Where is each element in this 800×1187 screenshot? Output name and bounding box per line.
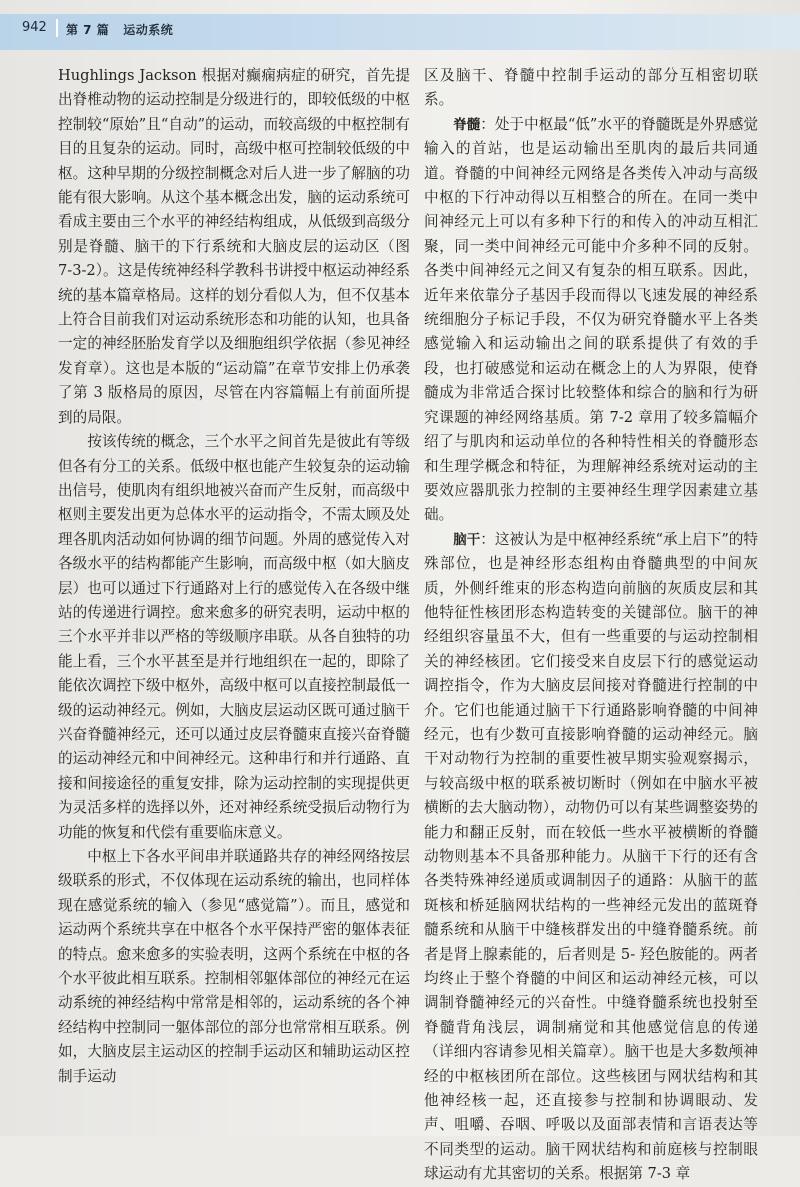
header-divider (56, 19, 58, 37)
brainstem-text: ：这被认为是中枢神经系统“承上启下”的特殊部位，也是神经形态组构由脊髓典型的中间灰质，外侧纤维束的形态构造向前脑的灰质皮层和其他特征性核团形态构造转变的关键部位。脑干的神经组织容量虽不大，但有一些重要的与运动控制相关的神经核团。它们接受来自皮层下行的感觉运动调控指令，作为大脑皮层间接对脊髓进行控制的中介。它们也能通过脑干下行通路影响脊髓的中间神经元，也有少数可直接影响脊髓的运动神经元。脑干对动物行为控制的重要性被早期实验观察揭示，与较高级中枢的联系被切断时（例如在中脑水平被横断的去大脑动物），动物仍可以有某些调整姿势的能力和翻正反射，而在较低一些水平被横断的脊髓动物则基本不具备那种能力。从脑干下行的还有含各类特殊神经递质或调制因子的通路：从脑干的蓝斑核和桥延脑网状结构的一些神经元发出的蓝斑脊髓系统和从脑干中缝核群发出的中缝脊髓系统。前者是肾上腺素能的，后者则是 5- 羟色胺能的。两者均终止于整个脊髓的中间区和运动神经元核，可以调制脊髓神经元的兴奋性。中缝脊髓系统也投射至脊髓背角浅层，调制痛觉和其他感觉信息的传递（详细内容请参见相关篇章）。脑干也是大多数颅神经的中枢核团所在部位。这些核团与网状结构和其他神经核一起，还直接参与控制和协调眼动、发声、咀嚼、吞咽、呼吸以及面部表情和言语表达等不同类型的运动。脑干网状结构和前庭核与控制眼球运动有尤其密切的关系。根据第 7-3 章 (424, 530, 758, 1183)
paragraph-continuation: 区及脑干、脊髓中控制手运动的部分互相密切联系。 (424, 67, 758, 109)
paragraph-traditional-concept: 按该传统的概念，三个水平之间首先是彼此有等级但各有分工的关系。低级中枢也能产生较复杂的运动输出信号，使肌肉有组织地被兴奋而产生反射，而高级中枢则主要发出更为总体水平的运动指令，不需太顾及处理各肌肉活动如何协调的细节问题。外周的感觉传入对各级水平的结构都能产生影响，而高级中枢（如大脑皮层）也可以通过下行通路对上行的感觉传入在各级中继站的传递进行调控。愈来愈多的研究表明，运动中枢的三个水平并非以严格的等级顺序串联。从各自独特的功能上看，三个水平甚至是并行地组织在一起的，即除了能依次调控下级中枢外，高级中枢可以直接控制最低一级的运动神经元。例如，大脑皮层运动区既可通过脑干兴奋脊髓神经元，还可以通过皮层脊髓束直接兴奋脊髓的运动神经元和中间神经元。这种串行和并行通路、直接和间接途径的重复安排，除为运动控制的实现提供更为灵活多样的选择以外，还对神经系统受损后动物行为功能的恢复和代偿有重要临床意义。 (58, 433, 410, 841)
paragraph-brainstem (424, 528, 758, 1187)
left-column (58, 64, 410, 1089)
paragraph-jackson: Hughlings Jackson 根据对癫痫病症的研究，首先提出脊椎动物的运动控制是分级进行的，即较低级的中枢控制较“原始”且“自动”的运动，而较高级的中枢控制有目的且复杂的运动。同时，高级中枢可控制较低级的中枢。这种早期的分级控制概念对后人进一步了解脑的功能有很大影响。从这个基本概念出发，脑的运动系统可看成主要由三个水平的神经结构组成，从低级到高级分别是脊髓、脑干的下行系统和大脑皮层的运动区（图 7-3-2）。这是传统神经科学教科书讲授中枢运动神经系统的基本篇章格局。这样的划分看似人为，但不仅基本上符合目前我们对运动系统形态和功能的认知，也具备一定的神经胚胎发育学以及细胞组织学依据（参见神经发育章）。这也是本版的“运动篇”在章节安排上仍承袭了第 3 版格局的原因，尽管在内容篇幅上有前面所提到的局限。 (58, 67, 410, 426)
spinal-cord-text: ：处于中枢最“低”水平的脊髓既是外界感觉输入的首站，也是运动输出至肌肉的最后共同通道。脊髓的中间神经元网络是各类传入冲动与高级中枢的下行冲动得以互相整合的所在。在同一类中间神经元上可以有多种下行的和传入的冲动互相汇聚，同一类中间神经元可能中介多种不同的反射。各类中间神经元之间又有复杂的相互联系。因此，近年来依靠分子基因手段而得以飞速发展的神经系统细胞分子标记手段，不仅为研究脊髓水平上各类感觉输入和运动输出之间的联系提供了有效的手段，也打破感觉和运动在概念上的人为界限，使脊髓成为非常适合探讨比较整体和综合的脑和行为研究课题的神经网络基质。第 7-2 章用了较多篇幅介绍了与肌肉和运动单位的各种特性相关的脊髓形态和生理学概念和特征，为理解神经系统对运动的主要效应器肌张力控制的主要神经生理学因素建立基础。 (424, 115, 758, 524)
page-number: 942 (22, 20, 47, 35)
running-header-title (66, 21, 187, 38)
paragraph-spinal-cord (424, 113, 758, 528)
part-label: 第 7 篇 (66, 23, 110, 37)
heading-spinal-cord: 脊髓 (453, 116, 481, 133)
heading-brainstem: 脑干 (453, 531, 481, 548)
part-title: 运动系统 (123, 23, 174, 37)
paragraph-network-hierarchy: 中枢上下各水平间串并联通路共存的神经网络按层级联系的形式，不仅体现在运动系统的输出，也同样体现在感觉系统的输入（参见“感觉篇”）。而且，感觉和运动两个系统共享在中枢各个水平保持严密的躯体表征的特点。愈来愈多的实验表明，这两个系统在中枢的各个水平彼此相互联系。控制相邻躯体部位的神经元在运动系统的神经结构中常常是相邻的，运动系统的各个神经结构中控制同一躯体部位的部分也常常相互联系。例如，大脑皮层主运动区的控制手运动区和辅助运动区控制手运动 (58, 848, 410, 1085)
right-column (424, 64, 758, 1187)
